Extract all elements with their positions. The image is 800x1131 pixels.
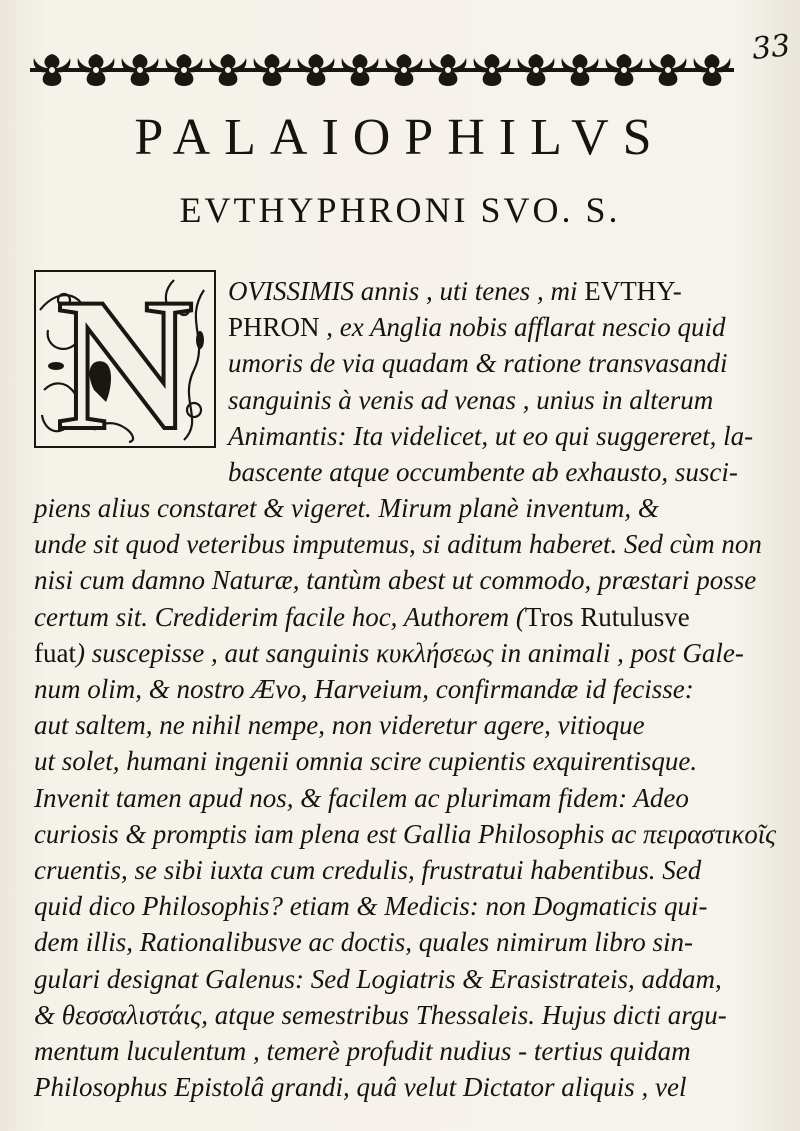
page-subtitle: EVTHYPHRONI SVO. S. [179,190,621,230]
text-line: Philosophus Epistolâ grandi, quâ velut Dictator aliquis , vel [34,1072,687,1102]
text-line-part: , ex Anglia nobis afflarat nescio quid [319,312,726,342]
text-line: quid dico Philosophis? etiam & Medicis: non Dogmaticis qui- [34,891,708,921]
text-line: bascente atque occumbente ab exhausto, susci- [228,457,738,487]
text-line-part: fuat [34,638,76,668]
text-line: gulari designat Galenus: Sed Logiatris & Erasistrateis, addam, [34,964,722,994]
text-line-part: PHRON [228,312,320,342]
text-line [34,604,690,631]
initial-letter: N [56,270,194,448]
text-line-part: ) suscepisse , aut sanguinis κυκλήσεως in animali , post Gale- [75,638,744,668]
text-line: cruentis, se sibi iuxta cum credulis, frustratui habentibus. Sed [34,855,702,885]
text-line: Invenit tamen apud nos, & facilem ac plurimam fidem: Adeo [34,783,689,813]
text-line [228,278,682,305]
text-line: unde sit quod veteribus imputemus, si aditum haberet. Sed cùm non [34,529,762,559]
text-line-part: certum sit. Crediderim facile hoc, Authorem ( [34,602,525,632]
ornament-band [30,50,740,90]
text-line: curiosis & promptis iam plena est Gallia Philosophis ac πειραστικοῖς [34,819,776,849]
text-line: piens alius constaret & vigeret. Mirum planè inventum, & [34,493,659,523]
text-line: Animantis: Ita videlicet, ut eo qui suggereret, la- [228,421,754,451]
text-line: nisi cum damno Naturæ, tantùm abest ut commodo, præstari posse [34,565,757,595]
text-line: mentum luculentum , temerè profudit nudius - tertius quidam [34,1036,691,1066]
folio-number: 33 [750,28,792,67]
text-line: ut solet, humani ingenii omnia scire cupientis exquirentisque. [34,746,698,776]
text-line: umoris de via quadam & ratione transvasandi [228,348,728,378]
text-line-part: Tros Rutulusve [524,602,690,632]
text-line [228,314,726,341]
page-title: PALAIOPHILVS [134,109,666,166]
text-line: dem illis, Rationalibusve ac doctis, quales nimirum libro sin- [34,927,693,957]
text-line: sanguinis à venis ad venas , unius in alterum [228,385,714,415]
text-line: num olim, & nostro Ævo, Harveium, confirmandæ id fecisse: [34,674,694,704]
text-line: & θεσσαλιστάις, atque semestribus Thessaleis. Hujus dicti argu- [34,1000,727,1030]
text-line: aut saltem, ne nihil nempe, non videretur agere, vitioque [34,710,645,740]
text-line [34,640,744,667]
text-line-part: EVTHY- [584,276,682,306]
decorated-initial [34,270,216,448]
text-line-part: OVISSIMIS annis , uti tenes , mi [228,276,585,306]
